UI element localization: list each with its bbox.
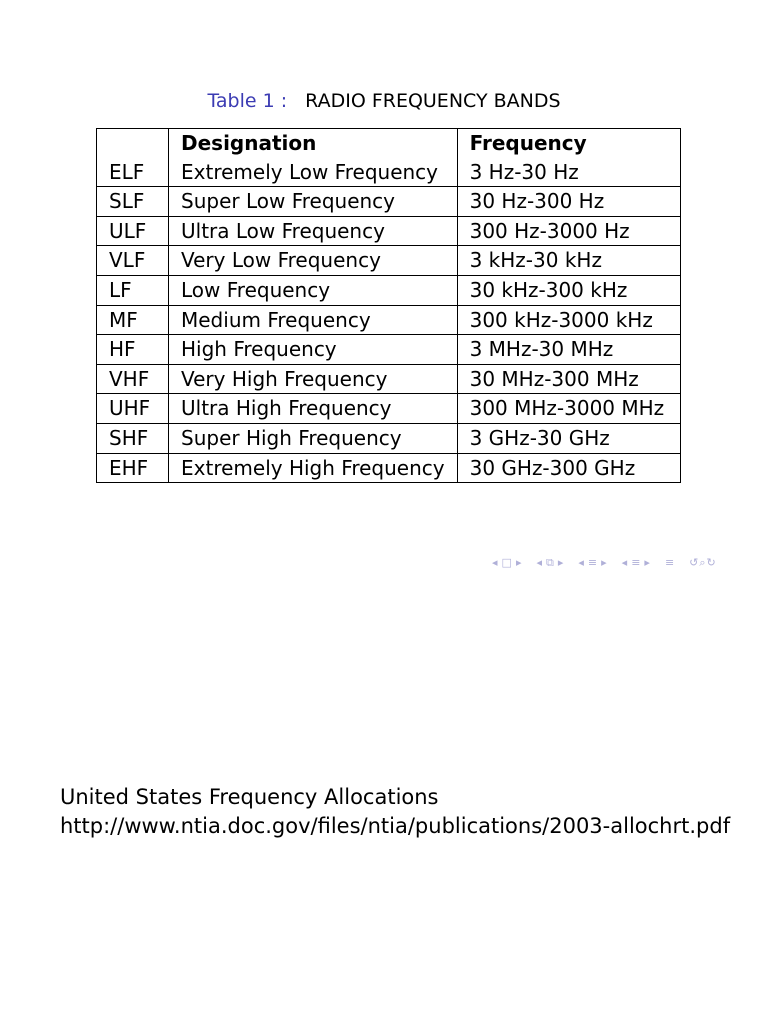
band-designation-cell: Super Low Frequency	[169, 187, 458, 217]
nav-next-frame-icon[interactable]: ▸	[515, 556, 523, 569]
caption-label: Table 1 :	[207, 90, 288, 112]
table-row	[97, 187, 681, 217]
table-row	[97, 216, 681, 246]
table-row	[97, 275, 681, 305]
band-designation-cell: Ultra Low Frequency	[169, 216, 458, 246]
nav-prev-frame-icon[interactable]: ◂	[492, 556, 499, 569]
band-code-cell: ELF	[97, 158, 169, 187]
table-row	[97, 246, 681, 276]
band-frequency-cell: 300 kHz-3000 kHz	[457, 305, 680, 335]
band-frequency-cell: 3 kHz-30 kHz	[457, 246, 680, 276]
header-cell-designation: Designation	[169, 129, 458, 158]
nav-subsection-icon[interactable]: ≡	[631, 556, 642, 569]
table-row	[97, 364, 681, 394]
table-row	[97, 158, 681, 187]
band-code-cell: ULF	[97, 216, 169, 246]
band-frequency-cell: 30 GHz-300 GHz	[457, 453, 680, 483]
band-designation-cell: Very High Frequency	[169, 364, 458, 394]
footer-line-title: United States Frequency Allocations	[60, 785, 439, 809]
nav-slide-icon[interactable]: ⧉	[546, 556, 555, 569]
nav-section-icon[interactable]: ≡	[587, 556, 599, 569]
nav-next-subsection-icon[interactable]: ▸	[644, 556, 651, 569]
band-designation-cell: High Frequency	[169, 335, 458, 365]
table-body	[97, 158, 681, 483]
header-cell-frequency: Frequency	[457, 129, 680, 158]
band-frequency-cell: 30 MHz-300 MHz	[457, 364, 680, 394]
table-row	[97, 305, 681, 335]
beamer-navigation-bar	[492, 556, 720, 570]
band-code-cell: VLF	[97, 246, 169, 276]
nav-frame-icon[interactable]: □	[501, 556, 513, 569]
band-frequency-cell: 300 MHz-3000 MHz	[457, 394, 680, 424]
band-frequency-cell: 30 kHz-300 kHz	[457, 275, 680, 305]
nav-toc-icon[interactable]: ≡	[664, 556, 676, 569]
table-header-row	[97, 129, 681, 158]
footer-reference	[60, 783, 730, 841]
band-code-cell: UHF	[97, 394, 169, 424]
nav-next-section-icon[interactable]: ▸	[601, 556, 608, 569]
band-code-cell: EHF	[97, 453, 169, 483]
nav-prev-slide-icon[interactable]: ◂	[536, 556, 543, 569]
band-code-cell: HF	[97, 335, 169, 365]
band-frequency-cell: 3 GHz-30 GHz	[457, 423, 680, 453]
band-code-cell: VHF	[97, 364, 169, 394]
band-designation-cell: Super High Frequency	[169, 423, 458, 453]
band-frequency-cell: 3 MHz-30 MHz	[457, 335, 680, 365]
band-code-cell: SLF	[97, 187, 169, 217]
band-code-cell: MF	[97, 305, 169, 335]
caption-title: RADIO FREQUENCY BANDS	[305, 90, 561, 112]
band-designation-cell: Extremely High Frequency	[169, 453, 458, 483]
table-row	[97, 423, 681, 453]
band-frequency-cell: 30 Hz-300 Hz	[457, 187, 680, 217]
footer-line-url[interactable]: http://www.ntia.doc.gov/files/ntia/publications/2003-allochrt.pdf	[60, 814, 731, 838]
band-frequency-cell: 3 Hz-30 Hz	[457, 158, 680, 187]
band-designation-cell: Medium Frequency	[169, 305, 458, 335]
table-caption	[0, 88, 768, 114]
band-code-cell: SHF	[97, 423, 169, 453]
nav-prev-subsection-icon[interactable]: ◂	[621, 556, 629, 569]
nav-next-slide-icon[interactable]: ▸	[557, 556, 565, 569]
nav-prev-section-icon[interactable]: ◂	[578, 556, 585, 569]
band-designation-cell: Ultra High Frequency	[169, 394, 458, 424]
band-code-cell: LF	[97, 275, 169, 305]
table-row	[97, 335, 681, 365]
band-designation-cell: Extremely Low Frequency	[169, 158, 458, 187]
band-frequency-cell: 300 Hz-3000 Hz	[457, 216, 680, 246]
frequency-bands-table	[96, 128, 681, 483]
table-row	[97, 394, 681, 424]
header-cell-code	[97, 129, 169, 158]
table-row	[97, 453, 681, 483]
band-designation-cell: Low Frequency	[169, 275, 458, 305]
band-designation-cell: Very Low Frequency	[169, 246, 458, 276]
nav-search-icon[interactable]: ↺⌕↻	[689, 556, 717, 569]
